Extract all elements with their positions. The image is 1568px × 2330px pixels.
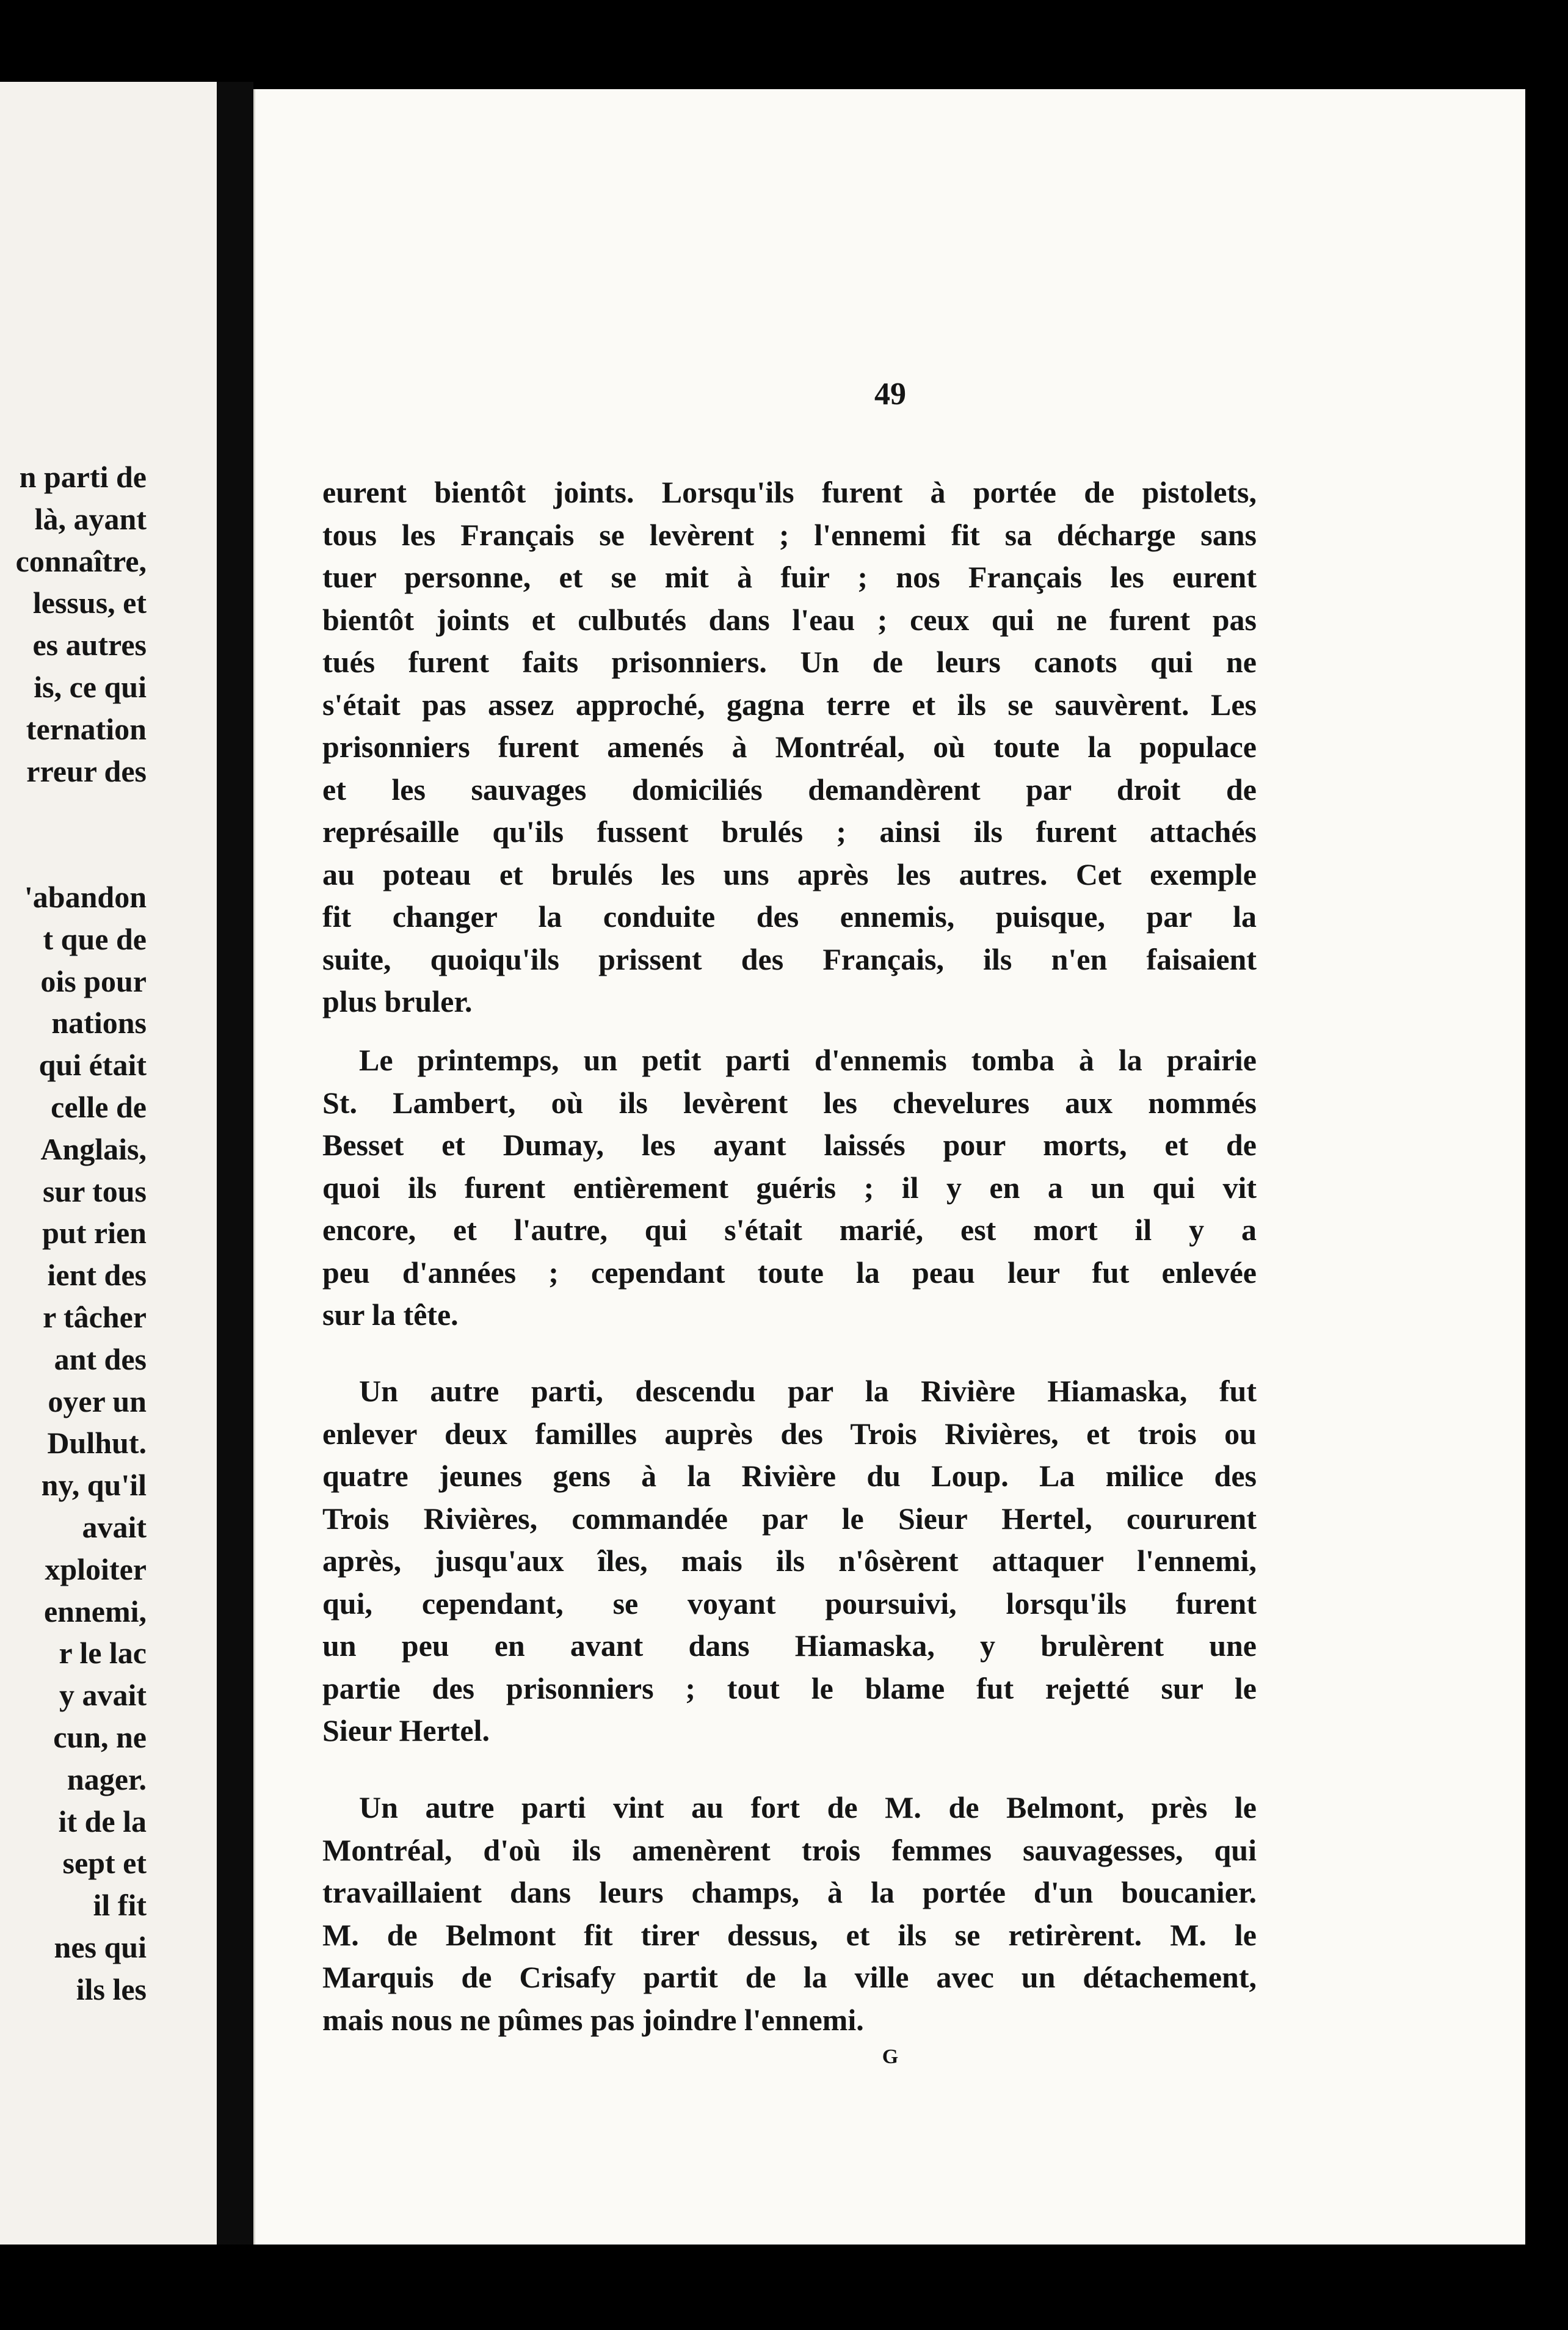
left-page-line: ient des (47, 1258, 147, 1292)
left-page-line: it de la (58, 1804, 147, 1838)
left-page-line: il fit (93, 1888, 147, 1922)
left-page-line: is, ce qui (34, 670, 147, 704)
paragraph-3-line: Sieur Hertel. (322, 1713, 490, 1747)
paragraph-1-line: bientôt joints et culbutés dans l'eau ; ceux qui ne furent pas (322, 603, 1257, 637)
left-page-line: connaître, (15, 544, 147, 578)
left-page-line: r tâcher (43, 1300, 147, 1334)
paragraph-2-line: encore, et l'autre, qui s'était marié, est mort il y a (322, 1213, 1257, 1247)
paragraph-3-line: qui, cependant, se voyant poursuivi, lorsqu'ils furent (322, 1586, 1257, 1620)
left-page-line: y avait (59, 1678, 147, 1712)
paragraph-1-line: suite, quoiqu'ils prissent des Français, ils n'en faisaient (322, 942, 1257, 976)
left-page-line: sur tous (43, 1174, 147, 1208)
paragraph-3-line: partie des prisonniers ; tout le blame fut rejetté sur le (322, 1671, 1257, 1705)
page-number: 49 (874, 377, 906, 412)
left-page-line: nations (51, 1006, 147, 1040)
paragraph-1-line: tuer personne, et se mit à fuir ; nos Français les eurent (322, 560, 1257, 594)
left-page-line: Anglais, (40, 1132, 147, 1166)
left-page-line: oyer un (48, 1384, 147, 1418)
left-page-line: qui était (38, 1048, 147, 1082)
paragraph-1-line: fit changer la conduite des ennemis, puisque, par la (322, 899, 1257, 934)
paragraph-4-line: mais nous ne pûmes pas joindre l'ennemi. (322, 2003, 864, 2037)
paragraph-1-line: tués furent faits prisonniers. Un de leurs canots qui ne (322, 645, 1257, 679)
paragraph-4-line: Un autre parti vint au fort de M. de Belmont, près le (359, 1790, 1257, 1824)
paragraph-1-line: tous les Français se levèrent ; l'ennemi fit sa décharge sans (322, 518, 1257, 552)
paragraph-4-line: M. de Belmont fit tirer dessus, et ils se retirèrent. M. le (322, 1918, 1257, 1952)
left-page-line: celle de (51, 1090, 147, 1124)
paragraph-1-line: s'était pas assez approché, gagna terre et ils se sauvèrent. Les (322, 688, 1257, 722)
left-page-line: ny, qu'il (41, 1468, 147, 1502)
left-page-fragment (0, 82, 217, 2245)
paragraph-4-line: travaillaient dans leurs champs, à la portée d'un boucanier. (322, 1875, 1257, 1909)
paragraph-2-line: Besset et Dumay, les ayant laissés pour morts, et de (322, 1128, 1257, 1162)
paragraph-4-line: Montréal, d'où ils amenèrent trois femmes sauvagesses, qui (322, 1833, 1257, 1867)
paragraph-3-line: Trois Rivières, commandée par le Sieur Hertel, coururent (322, 1501, 1257, 1536)
paragraph-2-line: sur la tête. (322, 1297, 459, 1332)
signature-mark: G (882, 2045, 899, 2068)
paragraph-1-line: représaille qu'ils fussent brulés ; ainsi ils furent attachés (322, 815, 1257, 849)
left-page-line: t que de (43, 922, 147, 956)
paragraph-3-line: après, jusqu'aux îles, mais ils n'ôsèrent attaquer l'ennemi, (322, 1544, 1257, 1578)
paragraph-3-line: un peu en avant dans Hiamaska, y brulèrent une (322, 1628, 1257, 1663)
left-page-line: cun, ne (53, 1720, 147, 1754)
paragraph-1-line: prisonniers furent amenés à Montréal, où toute la populace (322, 730, 1257, 764)
left-page-line: nes qui (54, 1930, 147, 1964)
left-page-line: ils les (76, 1972, 147, 2006)
left-page-line: r le lac (59, 1636, 147, 1670)
paragraph-3-line: enlever deux familles auprès des Trois Rivières, et trois ou (322, 1417, 1257, 1451)
paragraph-1-line: plus bruler. (322, 984, 473, 1018)
left-page-line: nager. (67, 1762, 147, 1796)
left-page-line: sept et (62, 1846, 147, 1880)
paragraph-2-line: peu d'années ; cependant toute la peau leur fut enlevée (322, 1255, 1257, 1290)
left-page-line: rreur des (26, 754, 147, 788)
left-page-line: xploiter (45, 1552, 147, 1586)
left-page-line: n parti de (19, 460, 147, 494)
right-page (253, 89, 1525, 2245)
left-page-line: ant des (54, 1342, 147, 1376)
paragraph-2-line: Le printemps, un petit parti d'ennemis tomba à la prairie (359, 1043, 1257, 1077)
paragraph-2-line: St. Lambert, où ils levèrent les chevelures aux nommés (322, 1086, 1257, 1120)
left-page-line: ternation (26, 712, 147, 746)
left-page-line: Dulhut. (47, 1426, 147, 1460)
paragraph-1-line: et les sauvages domiciliés demandèrent par droit de (322, 772, 1257, 807)
left-page-line: 'abandon (24, 880, 147, 914)
paragraph-2-line: quoi ils furent entièrement guéris ; il y en a un qui vit (322, 1170, 1257, 1205)
book-gutter (217, 82, 253, 2245)
left-page-line: put rien (42, 1216, 147, 1250)
left-page-line: ennemi, (43, 1594, 147, 1628)
left-page-line: lessus, et (32, 586, 147, 620)
paragraph-3-line: Un autre parti, descendu par la Rivière Hiamaska, fut (359, 1374, 1257, 1408)
paragraph-4-line: Marquis de Crisafy partit de la ville avec un détachement, (322, 1960, 1257, 1994)
left-page-line: es autres (32, 628, 147, 662)
paragraph-1-line: eurent bientôt joints. Lorsqu'ils furent à portée de pistolets, (322, 475, 1257, 509)
left-page-line: ois pour (40, 964, 147, 998)
left-page-line: là, ayant (34, 502, 147, 536)
left-page-line: avait (82, 1510, 147, 1544)
paragraph-3-line: quatre jeunes gens à la Rivière du Loup. La milice des (322, 1459, 1257, 1493)
paragraph-1-line: au poteau et brulés les uns après les autres. Cet exemple (322, 857, 1257, 891)
